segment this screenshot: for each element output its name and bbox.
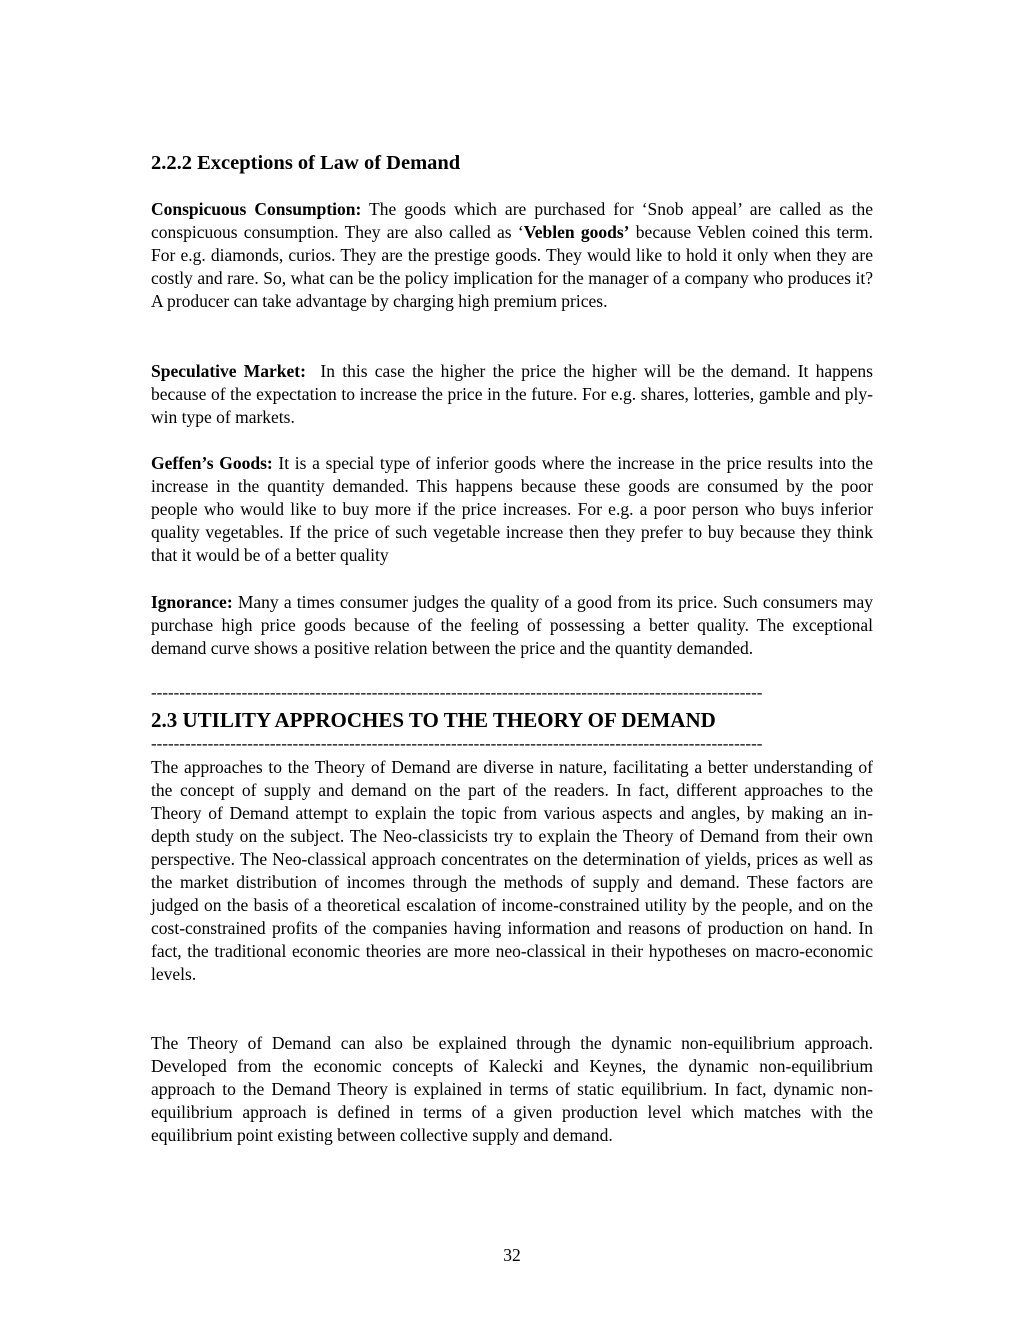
paragraph-conspicuous-consumption (151, 198, 873, 313)
term-conspicuous-consumption: Conspicuous Consumption: (151, 199, 362, 219)
text-ignorance: Many a times consumer judges the quality of a good from its price. Such consumers may purchase high price goods because of the feeling of possessing a better quality. The exceptional demand curve shows a positive relation between the price and the quantity demanded. (151, 592, 873, 658)
section-heading-utility-approaches: 2.3 UTILITY APPROCHES TO THE THEORY OF DEMAND (151, 708, 716, 732)
paragraph-ignorance (151, 591, 873, 660)
paragraph-body-2: The Theory of Demand can also be explained through the dynamic non-equilibrium approach. Developed from the economic concepts of Kalecki and Keynes, the dynamic non-equilibrium approach to the Demand Theory is explained in terms of static equilibrium. In fact, dynamic non-equilibrium approach is defined in terms of a given production level which matches with the equilibrium point existing between collective supply and demand. (151, 1033, 873, 1145)
term-geffens-goods: Geffen’s Goods: (151, 453, 273, 473)
text-geffen: It is a special type of inferior goods where the increase in the price results into the increase in the quantity demanded. This happens because these goods are consumed by the poor people who would like to buy more if the price increases. For e.g. a poor person who buys inferior quality vegetables. If the price of such vegetable increase then they prefer to buy because they think that it would be of a better quality (151, 453, 873, 565)
term-speculative-market: Speculative Market: (151, 361, 306, 381)
term-veblen-goods: Veblen goods’ (523, 222, 630, 242)
text-speculative: In this case the higher the price the higher will be the demand. It happens because of the expectation to increase the price in the future. For e.g. shares, lotteries, gamble and ply-win type of markets. (151, 361, 878, 427)
page-number: 32 (503, 1245, 521, 1265)
section-heading-exceptions: 2.2.2 Exceptions of Law of Demand (151, 152, 461, 174)
term-ignorance: Ignorance: (151, 592, 233, 612)
paragraph-body-1: The approaches to the Theory of Demand are diverse in nature, facilitating a better understanding of the concept of supply and demand on the part of the readers. In fact, different approaches to the Theory of Demand attempt to explain the topic from various aspects and angles, by making an in-depth study on the subject. The Neo-classicists try to explain the Theory of Demand from their own perspective. The Neo-classical approach concentrates on the determination of yields, prices as well as the market distribution of incomes through the methods of supply and demand. These factors are judged on the basis of a theoretical escalation of income-constrained utility by the people, and on the cost-constrained profits of the companies having information and reasons of production on hand. In fact, the traditional economic theories are more neo-classical in their hypotheses on macro-economic levels. (151, 757, 873, 984)
separator-line-top: ------------------------------------------------------------------------------------------------------------ (151, 683, 763, 702)
separator-line-bottom: ------------------------------------------------------------------------------------------------------------ (151, 734, 763, 753)
paragraph-geffens-goods (151, 452, 873, 567)
text-conspicuous-b: because Veblen coined this term. For e.g. diamonds, curios. They are the prestige goods. They would like to hold it only when they are costly and rare. So, what can be the policy implication for the manager of a company who produces it? A producer can take advantage by charging high premium prices. (151, 222, 873, 311)
text-conspicuous-a: The goods which are purchased for ‘Snob appeal’ are called as the conspicuous consumption. They are also called as ‘ (151, 199, 873, 242)
paragraph-speculative-market (151, 360, 878, 429)
